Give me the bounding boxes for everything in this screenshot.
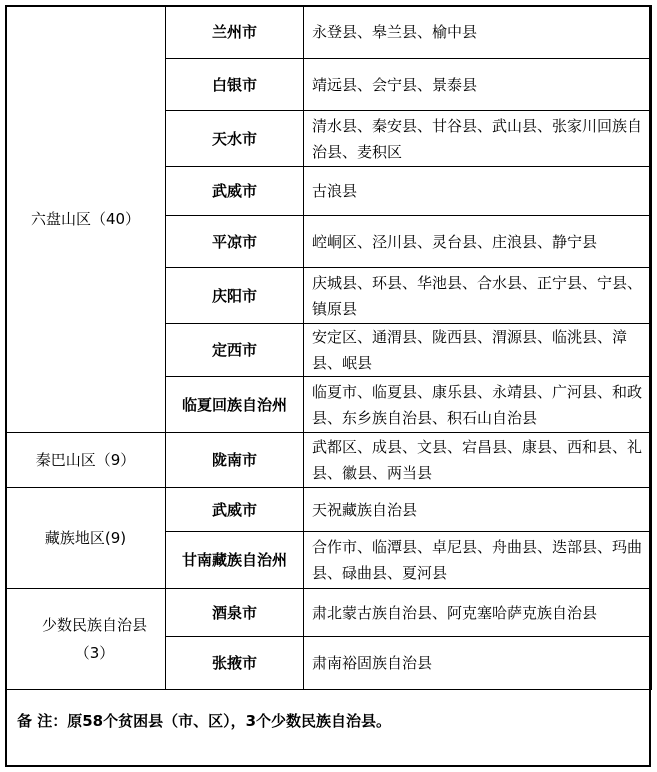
city-cell: 甘南藏族自治州 [166,532,304,589]
region-name: 秦巴山区（9） [35,451,136,469]
county-cell: 安定区、通渭县、陇西县、渭源县、临洮县、漳县、岷县 [304,324,652,377]
city-cell: 天水市 [166,111,304,167]
county-cell: 肃北蒙古族自治县、阿克塞哈萨克族自治县 [304,589,652,637]
county-cell: 合作市、临潭县、卓尼县、舟曲县、迭部县、玛曲县、碌曲县、夏河县 [304,532,652,589]
city-cell: 庆阳市 [166,268,304,324]
county-cell: 清水县、秦安县、甘谷县、武山县、张家川回族自治县、麦积区 [304,111,652,167]
city-cell: 武威市 [166,167,304,216]
region-name: 六盘山区（40） [30,210,141,228]
city-cell: 兰州市 [166,6,304,59]
city-cell: 平凉市 [166,216,304,268]
region-name: 藏族地区(9) [44,529,127,547]
county-cell: 武都区、成县、文县、宕昌县、康县、西和县、礼县、徽县、两当县 [304,433,652,488]
table-outer-border [5,5,651,767]
county-cell: 古浪县 [304,167,652,216]
city-cell: 陇南市 [166,433,304,488]
county-cell: 庆城县、环县、华池县、合水县、正宁县、宁县、镇原县 [304,268,652,324]
county-cell: 临夏市、临夏县、康乐县、永靖县、广河县、和政县、东乡族自治县、积石山自治县 [304,377,652,433]
city-cell: 武威市 [166,488,304,532]
county-cell: 崆峒区、泾川县、灵台县、庄浪县、静宁县 [304,216,652,268]
county-cell: 肃南裕固族自治县 [304,637,652,690]
city-cell: 定西市 [166,324,304,377]
table-footnote: 备 注：原58个贫困县（市、区），3个少数民族自治县。 [17,712,392,730]
county-cell: 天祝藏族自治县 [304,488,652,532]
county-cell: 靖远县、会宁县、景泰县 [304,59,652,111]
city-cell: 酒泉市 [166,589,304,637]
county-cell: 永登县、皋兰县、榆中县 [304,6,652,59]
city-cell: 临夏回族自治州 [166,377,304,433]
region-name: 少数民族自治县（3） [41,616,147,662]
city-cell: 张掖市 [166,637,304,690]
city-cell: 白银市 [166,59,304,111]
